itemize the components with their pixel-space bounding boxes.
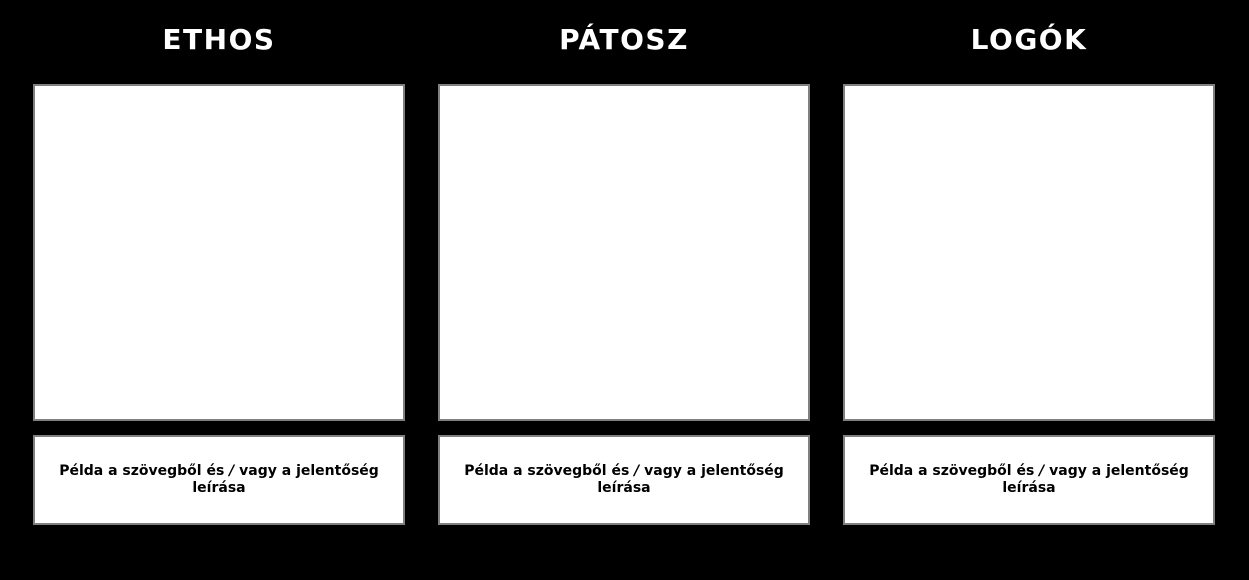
storyboard-canvas-patosz[interactable]: [438, 84, 810, 421]
caption-text-logok: Példa a szövegből és / vagy a jelentőség leírása: [869, 462, 1189, 496]
column-title-ethos: ETHOS: [162, 23, 276, 56]
storyboard-caption-cell-logok[interactable]: [843, 435, 1215, 525]
storyboard-caption-cell-ethos[interactable]: [33, 435, 405, 525]
caption-text-patosz: Példa a szövegből és / vagy a jelentőség leírása: [464, 462, 784, 496]
column-title-logok: LOGÓK: [970, 23, 1088, 56]
storyboard-column-ethos: [33, 0, 405, 525]
column-title-patosz: PÁTOSZ: [559, 23, 689, 56]
storyboard-caption-cell-patosz[interactable]: [438, 435, 810, 525]
storyboard-column-patosz: [438, 0, 810, 525]
caption-text-ethos: Példa a szövegből és / vagy a jelentőség leírása: [59, 462, 379, 496]
storyboard-column-logok: [843, 0, 1215, 525]
storyboard-canvas-ethos[interactable]: [33, 84, 405, 421]
storyboard-canvas-logok[interactable]: [843, 84, 1215, 421]
